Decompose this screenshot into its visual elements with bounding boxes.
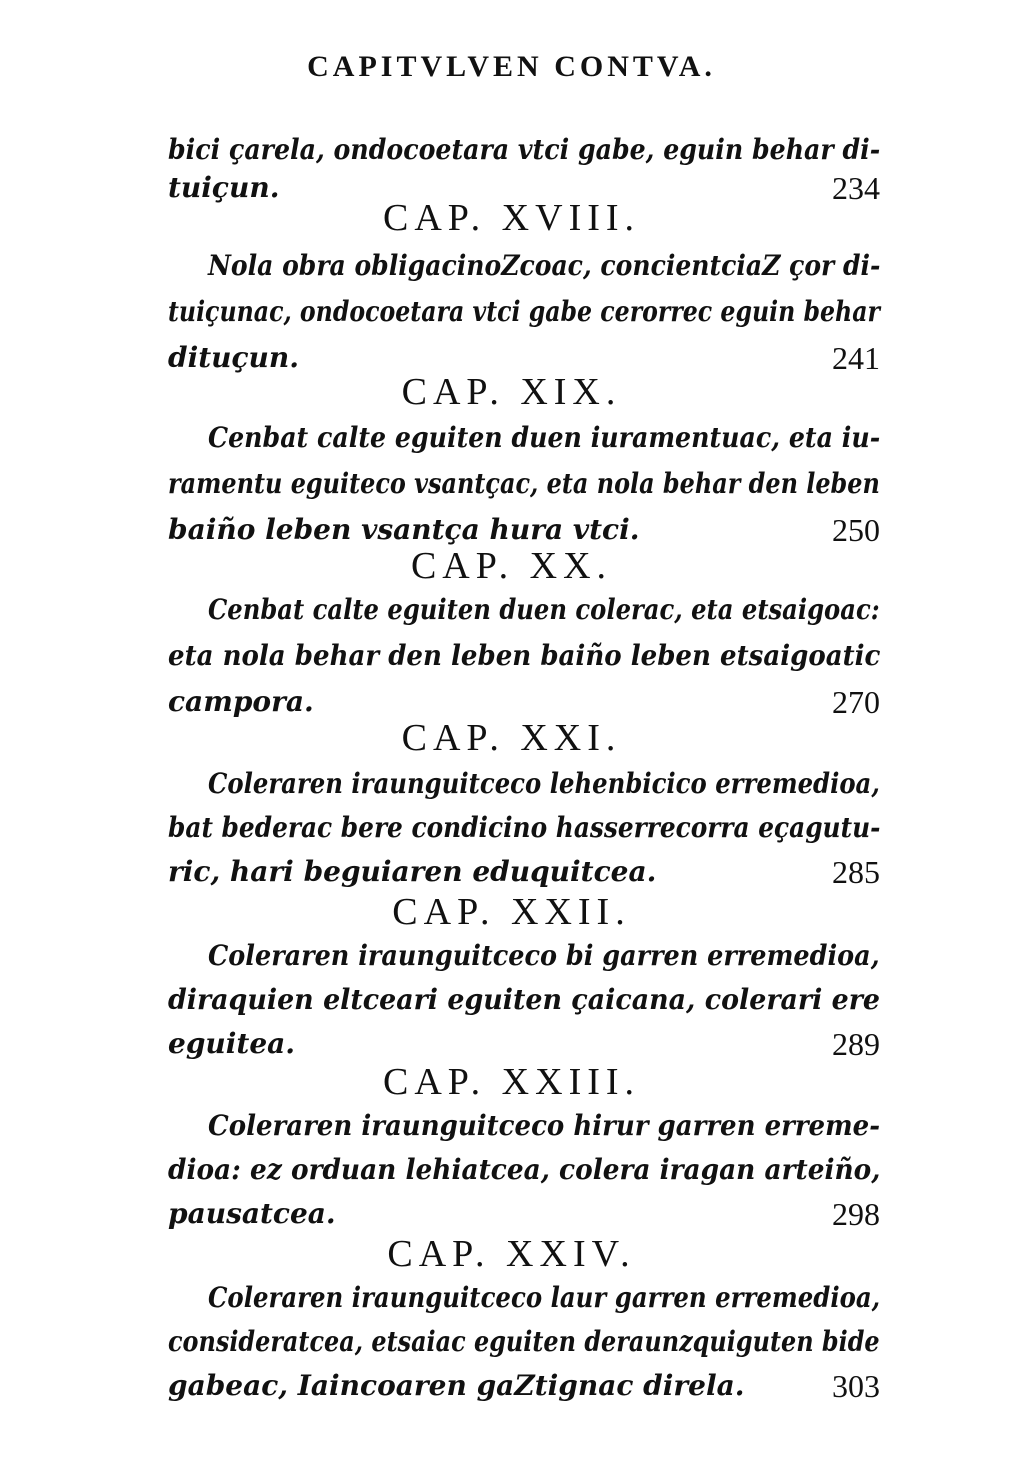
entry-line: baiño leben vsantça hura vtci. 250 bbox=[168, 508, 880, 552]
entry-line: pausatcea. 298 bbox=[168, 1192, 880, 1236]
entry-line: dioa: ez orduan lehiatcea, colera iragan arteiño, bbox=[168, 1153, 881, 1186]
entry-line: diraquien eltceari eguiten çaicana, colerari ere bbox=[168, 983, 880, 1016]
page-number: 250 bbox=[832, 512, 880, 548]
chapter-heading: CAP. XXIII. bbox=[382, 1061, 641, 1103]
entry-line: dituçun. 241 bbox=[168, 336, 880, 380]
entry-line: Cenbat calte eguiten duen iuramentuac, eta iu- bbox=[208, 421, 881, 454]
entry-line: ric, hari beguiaren eduquitcea. 285 bbox=[168, 850, 880, 894]
chapter-heading: CAP. XX. bbox=[410, 545, 613, 587]
page-number: 303 bbox=[832, 1368, 880, 1404]
chapter-heading: CAP. XVIII. bbox=[382, 197, 641, 239]
entry-line: gabeac, Iaincoaren gaZtignac direla. 303 bbox=[168, 1364, 880, 1408]
entry-line: eguitea. 289 bbox=[168, 1022, 880, 1066]
entry-line: tuiçun. 234 bbox=[168, 166, 880, 210]
entry-line: Cenbat calte eguiten duen colerac, eta etsaigoac: bbox=[208, 593, 880, 626]
page-number: 234 bbox=[832, 170, 880, 206]
entry-line: consideratcea, etsaiac eguiten deraunzquiguten bide bbox=[168, 1325, 880, 1358]
chapter-heading: CAP. XXII. bbox=[392, 891, 631, 933]
page-number: 298 bbox=[832, 1196, 880, 1232]
chapter-heading: CAP. XIX. bbox=[401, 371, 622, 413]
entry-line: tuiçunac, ondocoetara vtci gabe cerorrec eguin behar bbox=[168, 295, 880, 328]
entry-line: Coleraren iraunguitceco hirur garren erreme- bbox=[208, 1109, 881, 1142]
page-number: 285 bbox=[832, 854, 880, 890]
entry-line: bici çarela, ondocoetara vtci gabe, eguin behar di- bbox=[168, 133, 881, 166]
page-number: 270 bbox=[832, 684, 880, 720]
entry-line: Coleraren iraunguitceco laur garren erremedioa, bbox=[208, 1281, 881, 1314]
running-header: CAPITVLVEN CONTVA. bbox=[307, 50, 716, 83]
entry-line: Coleraren iraunguitceco lehenbicico erremedioa, bbox=[208, 767, 880, 800]
entry-line: ramentu eguiteco vsantçac, eta nola behar den leben bbox=[168, 467, 880, 500]
entry-line: campora. 270 bbox=[168, 680, 880, 724]
entry-line: eta nola behar den leben baiño leben etsaigoatic bbox=[168, 639, 881, 672]
chapter-heading: CAP. XXI. bbox=[401, 717, 622, 759]
entry-line: Coleraren iraunguitceco bi garren erremedioa, bbox=[208, 939, 880, 972]
chapter-heading: CAP. XXIV. bbox=[387, 1233, 636, 1275]
entry-line: bat bederac bere condicino hasserrecorra eçagutu- bbox=[168, 811, 881, 844]
page-number: 289 bbox=[832, 1026, 880, 1062]
entry-line: Nola obra obligacinoZcoac, concientciaZ çor di- bbox=[208, 249, 881, 282]
page-number: 241 bbox=[832, 340, 880, 376]
